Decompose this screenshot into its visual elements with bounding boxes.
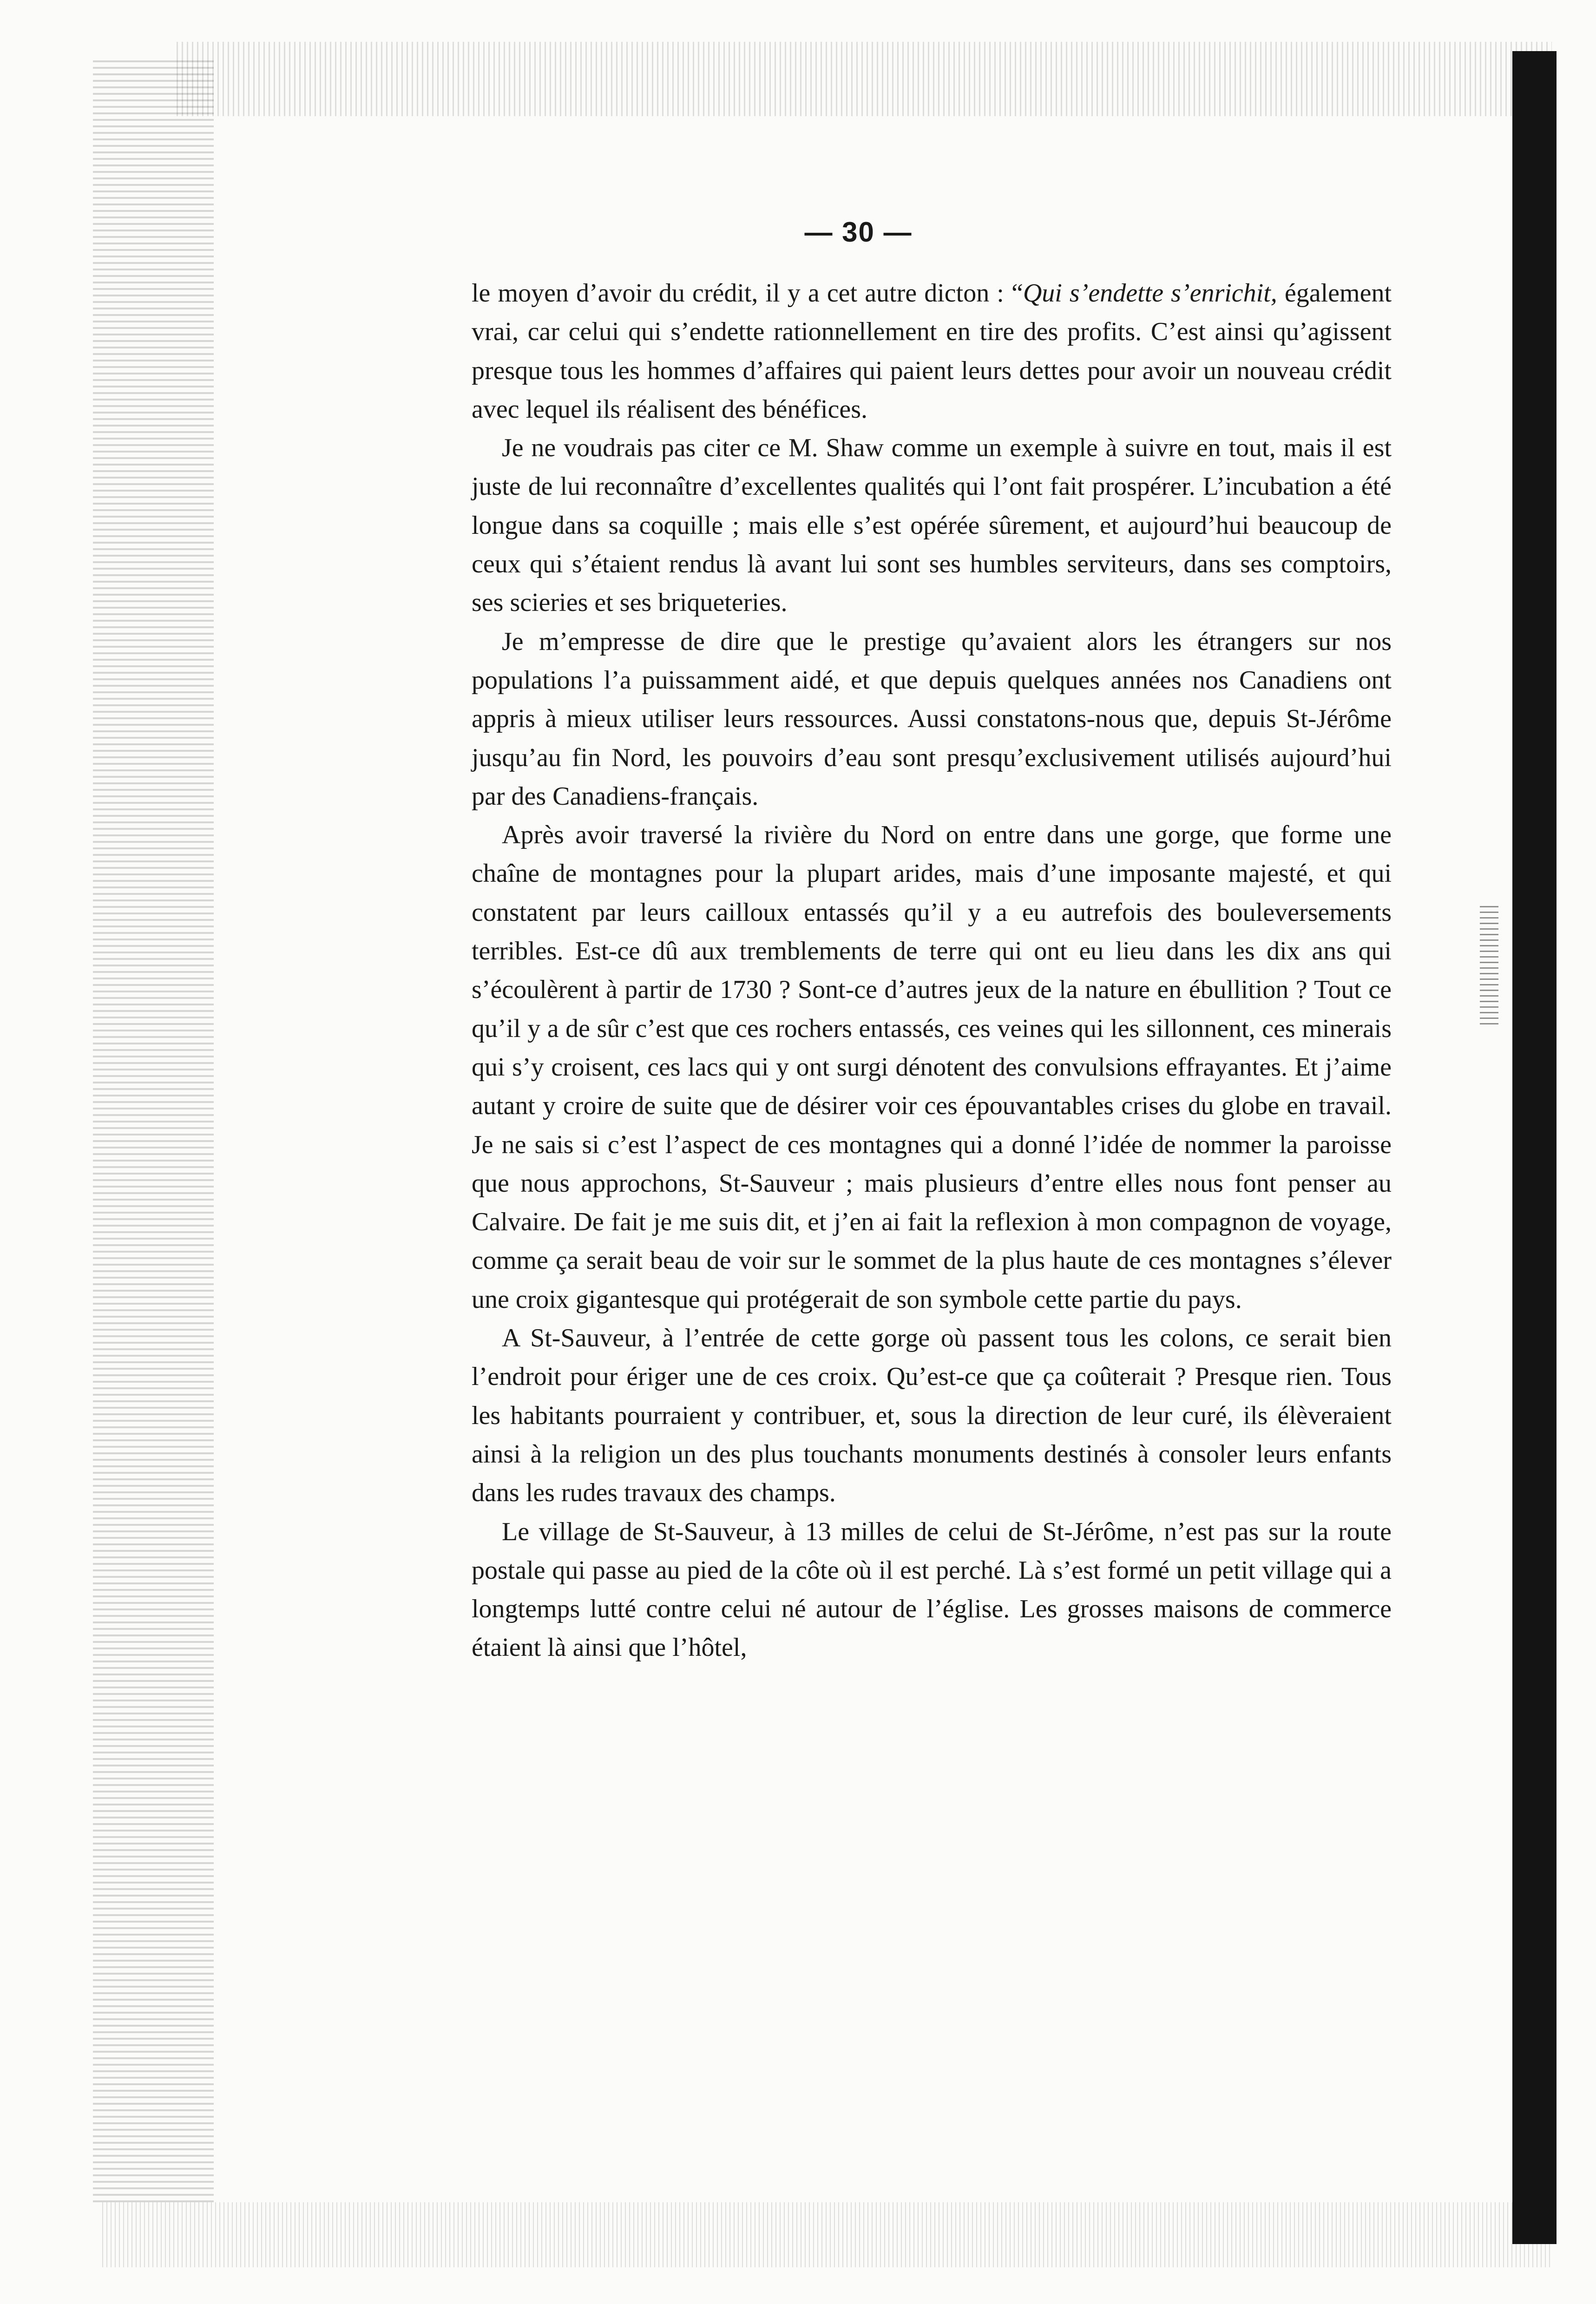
scan-noise-bottom <box>102 2202 1552 2267</box>
paragraph-1-start: le moyen d’avoir du crédit, il y a cet autre dicton : “ <box>472 279 1023 308</box>
paragraph-3: Je m’empresse de dire que le prestige qu’avaient alors les étrangers sur nos populations l’a puissamment aidé, et que depuis quelques années nos Canadiens ont appris à mieux utiliser leurs ressources. Aussi constatons-nous que, depuis St-Jérôme jusqu’au fin Nord, les pouvoirs d’eau sont presqu’exclusivement utilisés aujourd’hui par des Canadiens-français. <box>472 627 1392 811</box>
page-number: — 30 — <box>804 217 913 248</box>
scan-noise-right <box>1480 906 1498 1027</box>
paragraph-1 <box>472 274 1392 429</box>
paragraph-2: Je ne voudrais pas citer ce M. Shaw comme un exemple à suivre en tout, mais il est juste de lui reconnaître d’excellentes qualités qui l’ont fait prospérer. L’incubation a été longue dans sa coquille ; mais elle s’est opérée sûrement, et aujourd’hui beaucoup de ceux qui s’étaient rendus là avant lui sont ses humbles serviteurs, dans ses comptoirs, ses scieries et ses briqueteries. <box>472 433 1392 617</box>
paragraph-1-end: également vrai, car celui qui s’endette rationnellement en tire des profits. C’est ainsi qu’agissent presque tous les hommes d’affaires qui paient leurs dettes pour avoir un nouveau crédit avec lequel ils réalisent des bénéfices. <box>472 279 1392 424</box>
scan-noise-left <box>93 60 214 2207</box>
paragraph-4: Après avoir traversé la rivière du Nord on entre dans une gorge, que forme une chaîne de montagnes pour la plupart arides, mais d’une imposante majesté, et qui constatent par leurs cailloux entassés qu’il y a eu autrefois des bouleversements terribles. Est-ce dû aux tremblements de terre qui ont eu lieu dans les dix ans qui s’écoulèrent à partir de 1730 ? Sont-ce d’autres jeux de la nature en ébullition ? Tout ce qu’il y a de sûr c’est que ces rochers entassés, ces veines qui les sillonnent, ces minerais qui s’y croisent, ces lacs qui y ont surgi dénotent des convulsions effrayantes. Et j’aime autant y croire de suite que de désirer voir ces épouvantables crises du globe en travail. Je ne sais si c’est l’aspect de ces montagnes qui a donné l’idée de nommer la paroisse que nous approchons, St-Sauveur ; mais plusieurs d’entre elles nous font penser au Calvaire. De fait je me suis dit, et j’en ai fait la reflexion à mon compagnon de voyage, comme ça serait beau de voir sur le sommet de la plus haute de ces montagnes s’élever une croix gigantesque qui protégerait de son symbole cette partie du pays. <box>472 821 1392 1314</box>
paragraph-6: Le village de St-Sauveur, à 13 milles de celui de St-Jérôme, n’est pas sur la route postale qui passe au pied de la côte où il est perché. Là s’est formé un petit village qui a longtemps lutté contre celui né autour de l’église. Les grosses maisons de commerce étaient là ainsi que l’hôtel, <box>472 1517 1392 1662</box>
paragraph-5: A St-Sauveur, à l’entrée de cette gorge où passent tous les colons, ce serait bien l’endroit pour ériger une de ces croix. Qu’est-ce que ça coûterait ? Presque rien. Tous les habitants pourraient y contribuer, et, sous la direction de leur curé, ils élèveraient ainsi à la religion un des plus touchants monuments destinés à consoler leurs enfants dans les rudes travaux des champs. <box>472 1324 1392 1508</box>
scan-noise-top <box>177 42 1552 116</box>
scan-binding-shadow <box>1512 51 1557 2244</box>
paragraph-1-italic-quote: Qui s’endette s’enrichit, <box>1023 279 1277 308</box>
body-text <box>472 274 1392 1667</box>
